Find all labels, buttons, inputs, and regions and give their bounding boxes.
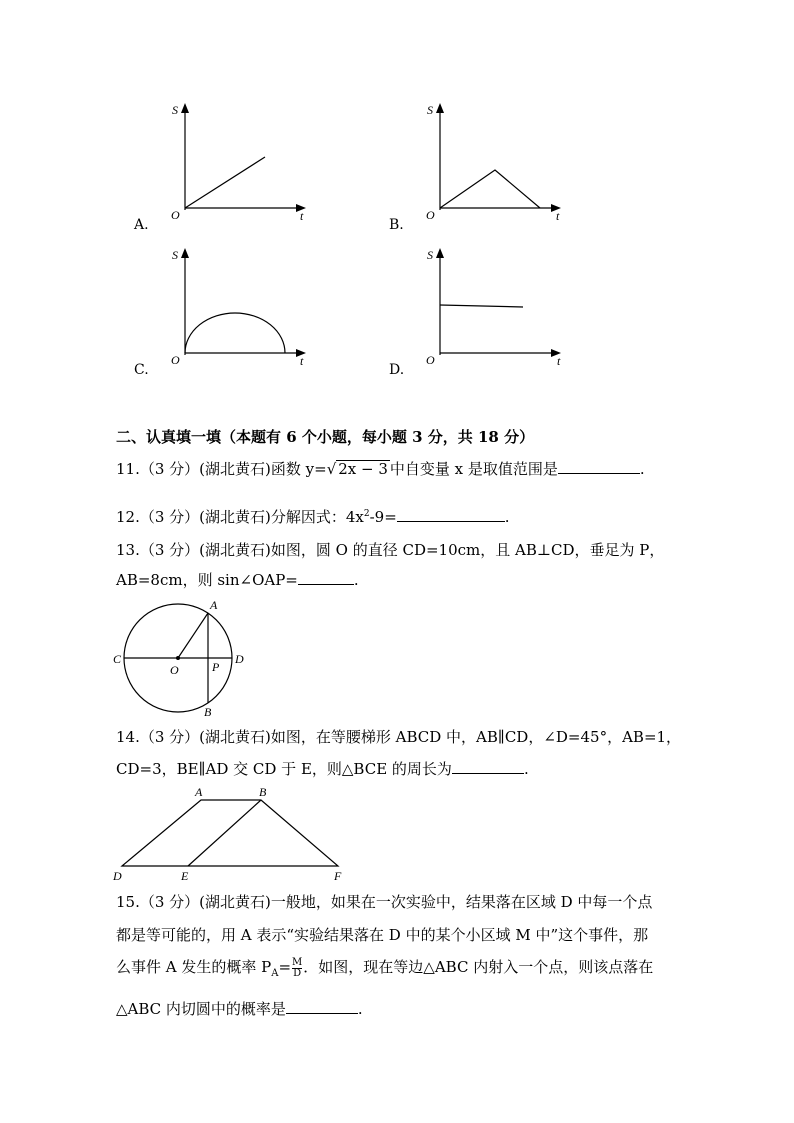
- label-a: A: [195, 785, 203, 799]
- y-axis-label: S: [427, 248, 433, 262]
- label-d: D: [113, 869, 122, 883]
- q11-line: [116, 459, 645, 479]
- center-point: [176, 656, 180, 660]
- q15-prefix-4: △ABC 内切圆中的概率是: [116, 1000, 286, 1018]
- origin-label: O: [426, 208, 435, 222]
- x-axis-label: t: [300, 354, 304, 368]
- option-b-label: B.: [389, 217, 404, 233]
- q13-prefix: AB=8cm，则 sin∠OAP=: [116, 571, 298, 589]
- q15-prefix: 么事件 A 发生的概率 P: [116, 958, 272, 976]
- q11-end: .: [639, 460, 645, 478]
- q15-fraction: [292, 958, 302, 979]
- q15-line-3: [116, 957, 653, 984]
- graph-c: [160, 245, 320, 370]
- q15-frac-den: D: [293, 967, 302, 979]
- y-arrow: [181, 248, 189, 258]
- graph-b: [415, 100, 575, 225]
- y-arrow: [436, 248, 444, 258]
- q13-answer-blank[interactable]: [298, 570, 354, 585]
- q13-end: .: [353, 571, 359, 589]
- label-o: O: [170, 663, 179, 677]
- option-a-label: A.: [134, 217, 149, 233]
- q11-prefix: 11.（3 分）(湖北黄石)函数 y=: [116, 460, 327, 478]
- q12-end: .: [504, 508, 510, 526]
- q12-answer-blank[interactable]: [397, 507, 505, 522]
- trapezoid-abfd: [122, 800, 338, 866]
- q15-eq: =: [278, 958, 292, 976]
- y-axis-label: S: [172, 248, 178, 262]
- section-2-heading: 二、认真填一填（本题有 6 个小题，每小题 3 分，共 18 分）: [116, 428, 535, 446]
- origin-label: O: [171, 353, 180, 367]
- x-axis-label: t: [556, 209, 560, 223]
- q15-frac-num: M: [292, 956, 303, 968]
- y-arrow: [181, 103, 189, 113]
- q15-suffix: ．如图，现在等边△ABC 内射入一个点，则该点落在: [303, 958, 654, 976]
- label-e: E: [181, 869, 189, 883]
- q14-trapezoid-figure: [108, 784, 358, 884]
- q15-line-2: 都是等可能的，用 A 表示“实验结果落在 D 中的某个小区域 M 中”这个事件，那: [116, 926, 649, 944]
- segment-be: [188, 800, 261, 866]
- option-c-label: C.: [134, 362, 149, 378]
- label-c: C: [113, 652, 122, 666]
- q11-radicand: 2x − 3: [338, 460, 388, 478]
- option-d-label: D.: [389, 362, 405, 378]
- y-arrow: [436, 103, 444, 113]
- q13-line-1: 13.（3 分）(湖北黄石)如图，圆 O 的直径 CD=10cm，且 AB⊥CD，垂足为 P，: [116, 541, 665, 559]
- q13-circle-figure: [110, 596, 260, 721]
- q11-suffix: 中自变量 x 是取值范围是: [389, 460, 558, 478]
- origin-label: O: [426, 353, 435, 367]
- y-axis-label: S: [172, 103, 178, 117]
- q15-line-1: 15.（3 分）(湖北黄石)一般地，如果在一次实验中，结果落在区域 D 中每一个点: [116, 893, 653, 911]
- graph-line: [440, 305, 523, 307]
- segment-oa: [178, 613, 208, 658]
- q14-line-1: 14.（3 分）(湖北黄石)如图，在等腰梯形 ABCD 中，AB∥CD，∠D=45°，AB=1，: [116, 728, 682, 746]
- q14-prefix: CD=3，BE∥AD 交 CD 于 E，则△BCE 的周长为: [116, 760, 452, 778]
- origin-label: O: [171, 208, 180, 222]
- q15-answer-blank[interactable]: [286, 999, 358, 1014]
- graph-line: [440, 170, 540, 208]
- q12-line: [116, 504, 510, 527]
- label-b: B: [204, 705, 212, 719]
- q14-line-2: [116, 759, 529, 779]
- y-axis-label: S: [427, 103, 433, 117]
- label-b: B: [259, 785, 267, 799]
- q12-prefix: 12.（3 分）(湖北黄石)分解因式：4x: [116, 508, 364, 526]
- q11-answer-blank[interactable]: [558, 459, 640, 474]
- label-a: A: [210, 598, 218, 612]
- graph-arc: [185, 313, 285, 353]
- label-f: F: [334, 869, 342, 883]
- q14-answer-blank[interactable]: [452, 759, 524, 774]
- q13-line-2: [116, 570, 359, 590]
- graph-d: [415, 245, 575, 370]
- q15-subscript: A: [271, 968, 279, 979]
- sqrt-sign: √: [326, 460, 337, 478]
- q14-end: .: [523, 760, 529, 778]
- graph-a: [160, 100, 320, 225]
- x-axis-label: t: [300, 209, 304, 223]
- label-p: P: [212, 660, 220, 674]
- q12-mid: -9=: [369, 508, 397, 526]
- x-axis-label: t: [557, 354, 561, 368]
- q15-line-4: [116, 999, 363, 1019]
- q12-exponent: 2: [363, 509, 370, 519]
- label-d: D: [235, 652, 244, 666]
- q15-end: .: [357, 1000, 363, 1018]
- graph-line: [185, 157, 265, 208]
